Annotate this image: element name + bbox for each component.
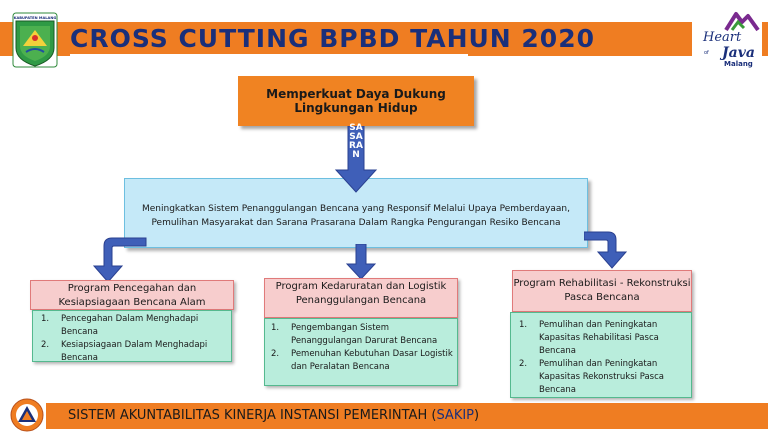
footer-text-main: SISTEM AKUNTABILITAS KINERJA INSTANSI PEMERINTAH ( <box>68 408 437 423</box>
goal-text: Memperkuat Daya Dukung Lingkungan Hidup <box>266 87 446 115</box>
list-item-text: Pengembangan Sistem Penanggulangan Darurat Bencana <box>291 323 438 346</box>
list-item <box>41 339 227 365</box>
list-item-text: Pencegahan Dalam Menghadapi Bencana <box>61 314 199 337</box>
footer-text-highlight: SAKIP <box>436 408 475 423</box>
brand-heart: Heart <box>703 30 742 45</box>
program-3-list <box>510 312 692 398</box>
page-title: CROSS CUTTING BPBD TAHUN 2020 <box>70 24 595 53</box>
sasaran-label: SASARAN <box>349 123 363 160</box>
title-underline <box>70 54 468 56</box>
footer-text-end: ) <box>474 408 480 423</box>
list-item <box>519 319 687 358</box>
list-item <box>41 313 227 339</box>
left-curved-arrow-icon <box>86 232 148 284</box>
kabupaten-emblem-icon <box>12 12 58 68</box>
program-2-list <box>264 318 458 386</box>
brand-of: of <box>704 50 709 56</box>
program-1-title: Program Pencegahan dan Kesiapsiagaan Bencana Alam <box>30 280 234 310</box>
list-item <box>271 348 453 374</box>
bpbd-logo-icon <box>10 398 44 432</box>
list-item-text: Pemulihan dan Peningkatan Kapasitas Rekonstruksi Pasca Bencana <box>539 359 664 395</box>
list-item <box>519 358 687 397</box>
right-curved-arrow-icon <box>584 228 630 270</box>
program-3-title: Program Rehabilitasi - Rekonstruksi Pasca Bencana <box>512 270 692 312</box>
list-item-number: 1. <box>271 323 280 333</box>
list-item-number: 2. <box>271 349 280 359</box>
list-item-text: Pemulihan dan Peningkatan Kapasitas Rehabilitasi Pasca Bencana <box>539 320 659 356</box>
center-down-arrow-icon <box>346 244 376 280</box>
brand-java: Java <box>722 45 755 61</box>
goal-box <box>238 76 474 126</box>
list-item-text: Kesiapsiagaan Dalam Menghadapi Bencana <box>61 340 208 363</box>
target-text: Meningkatkan Sistem Penanggulangan Bencana yang Responsif Melalui Upaya Pemberdayaan, Pemulihan Masyarakat dan Sarana Prasarana Dalam Rangka Pengurangan Resiko Bencana <box>141 204 570 228</box>
list-item-text: Pemenuhan Kebutuhan Dasar Logistik dan Peralatan Bencana <box>291 349 453 372</box>
list-item-number: 1. <box>41 314 50 324</box>
mountain-logo-icon <box>724 10 760 32</box>
brand-malang: Malang <box>724 60 753 68</box>
list-item-number: 2. <box>41 340 50 350</box>
emblem-caption: KABUPATEN MALANG <box>13 16 57 20</box>
footer-text <box>68 408 479 423</box>
list-item-number: 2. <box>519 359 528 369</box>
program-1-list <box>32 310 232 362</box>
program-2-title: Program Kedaruratan dan Logistik Penanggulangan Bencana <box>264 278 458 318</box>
list-item <box>271 322 453 348</box>
list-item-number: 1. <box>519 320 528 330</box>
